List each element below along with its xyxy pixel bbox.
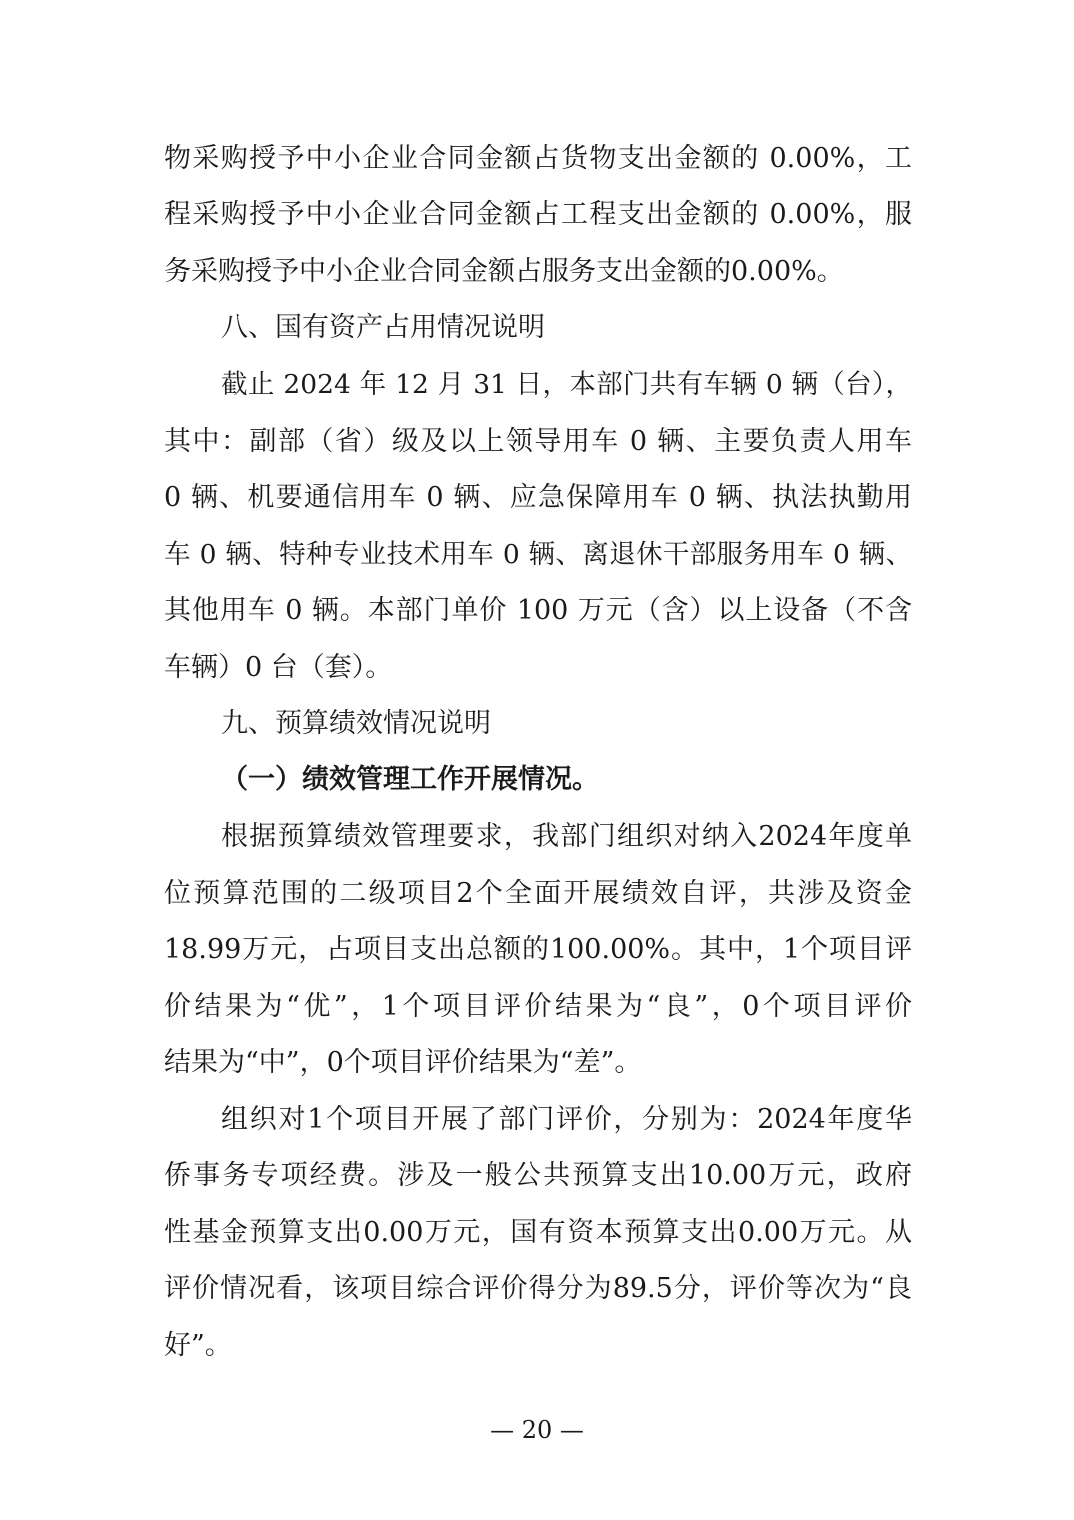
paragraph-line: 位预算范围的二级项目2个全面开展绩效自评，共涉及资金 [164,878,912,909]
paragraph-line: 18.99万元，占项目支出总额的100.00%。其中，1个项目评 [164,934,912,965]
section-heading-9: 九、预算绩效情况说明 [221,708,491,739]
paragraph-line: 价结果为“优”，1个项目评价结果为“良”，0个项目评价 [164,991,912,1022]
paragraph-line: 0 辆、机要通信用车 0 辆、应急保障用车 0 辆、执法执勤用 [164,482,912,513]
paragraph-line: 物采购授予中小企业合同金额占货物支出金额的 0.00%，工 [164,143,912,174]
section-heading-8: 八、国有资产占用情况说明 [221,312,545,343]
paragraph-line: 务采购授予中小企业合同金额占服务支出金额的0.00%。 [164,256,844,287]
paragraph-line: 截止 2024 年 12 月 31 日，本部门共有车辆 0 辆（台）， [221,369,912,400]
paragraph-line: 性基金预算支出0.00万元，国有资本预算支出0.00万元。从 [164,1217,912,1248]
subsection-heading: （一）绩效管理工作开展情况。 [221,764,599,795]
page-number: — 20 — [490,1416,584,1444]
paragraph-line: 侨事务专项经费。涉及一般公共预算支出10.00万元，政府 [164,1160,912,1191]
paragraph-line: 车 0 辆、特种专业技术用车 0 辆、离退休干部服务用车 0 辆、 [164,539,912,570]
paragraph-line: 其中：副部（省）级及以上领导用车 0 辆、主要负责人用车 [164,426,912,457]
paragraph-line: 评价情况看，该项目综合评价得分为89.5分，评价等次为“良 [164,1273,912,1304]
paragraph-line: 根据预算绩效管理要求，我部门组织对纳入2024年度单 [221,821,912,852]
paragraph-line: 组织对1个项目开展了部门评价，分别为：2024年度华 [221,1104,912,1135]
paragraph-line: 车辆）0 台（套）。 [164,652,393,683]
paragraph-line: 程采购授予中小企业合同金额占工程支出金额的 0.00%，服 [164,199,912,230]
paragraph-line: 好”。 [164,1330,232,1361]
paragraph-line: 其他用车 0 辆。本部门单价 100 万元（含）以上设备（不含 [164,595,912,626]
paragraph-line: 结果为“中”，0个项目评价结果为“差”。 [164,1047,642,1078]
